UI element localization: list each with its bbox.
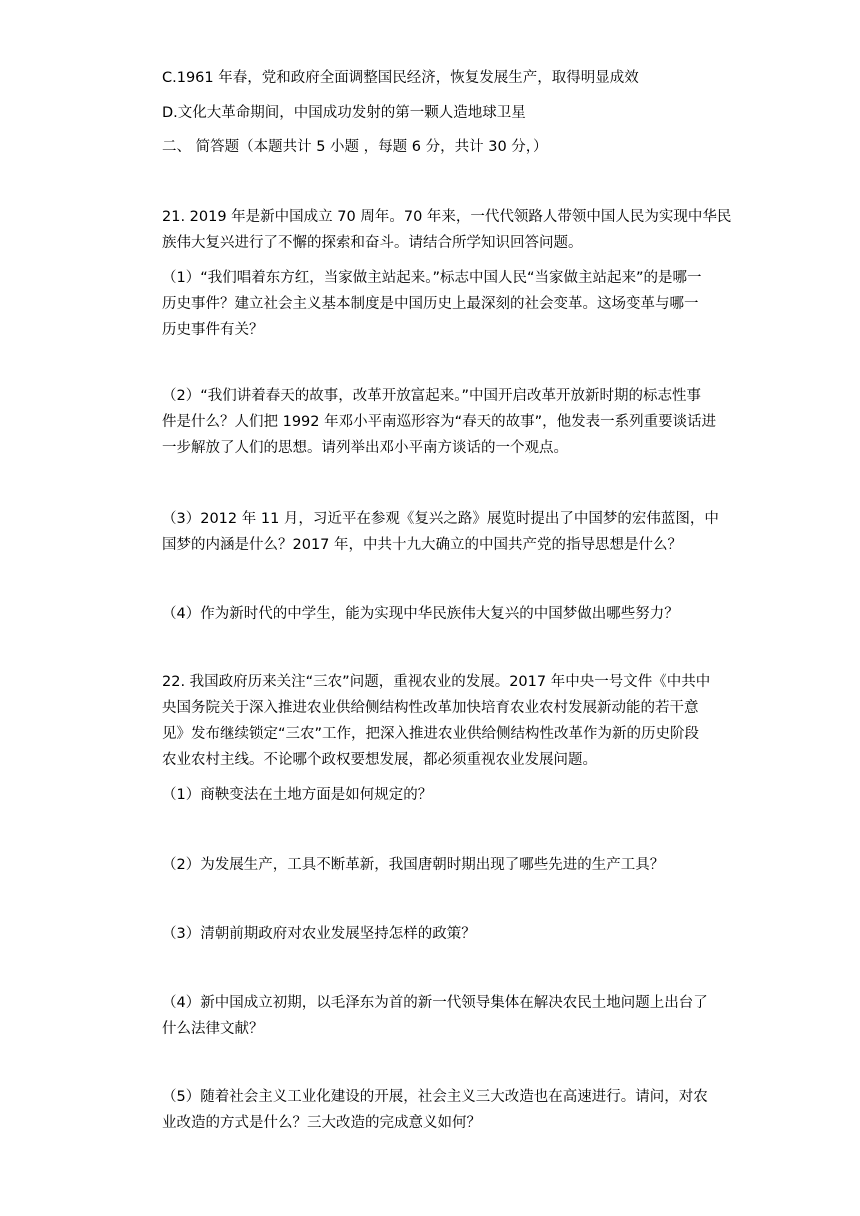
section-title: 二、 简答题（本题共计 5 小题 ，每题 6 分，共计 30 分，）	[162, 139, 548, 155]
option-d: D.文化大革命期间，中国成功发射的第一颗人造地球卫星	[162, 105, 526, 121]
q22-stem-line: 22. 我国政府历来关注“三农”问题，重视农业的发展。2017 年中央一号文件《中共中	[162, 674, 711, 690]
q21-part1-line: （1）“我们唱着东方红，当家做主站起来。”标志中国人民“当家做主站起来”的是哪一	[162, 270, 702, 286]
q22-part5-line: 业改造的方式是什么？三大改造的完成意义如何？	[162, 1115, 481, 1131]
q21-part1-line: 历史事件有关？	[162, 322, 264, 338]
q22-stem-line: 农业农村主线。不论哪个政权要想发展，都必须重视农业发展问题。	[162, 752, 597, 768]
option-c: C.1961 年春，党和政府全面调整国民经济，恢复发展生产，取得明显成效	[162, 70, 639, 86]
q21-part4-line: （4）作为新时代的中学生，能为实现中华民族伟大复兴的中国梦做出哪些努力？	[162, 606, 679, 622]
q21-part3-line: 国梦的内涵是什么？2017 年，中共十九大确立的中国共产党的指导思想是什么？	[162, 537, 683, 553]
q22-stem-line: 见》发布继续锁定“三农”工作，把深入推进农业供给侧结构性改革作为新的历史阶段	[162, 726, 700, 742]
q22-stem-line: 央国务院关于深入推进农业供给侧结构性改革加快培育农业农村发展新动能的若干意	[162, 700, 699, 716]
q22-part5-line: （5）随着社会主义工业化建设的开展，社会主义三大改造也在高速进行。请问，对农	[162, 1089, 708, 1105]
q22-part4-line: （4）新中国成立初期，以毛泽东为首的新一代领导集体在解决农民土地问题上出台了	[162, 995, 708, 1011]
q21-part2-line: （2）“我们讲着春天的故事，改革开放富起来。”中国开启改革开放新时期的标志性事	[162, 388, 701, 404]
q21-stem-line: 族伟大复兴进行了不懈的探索和奋斗。请结合所学知识回答问题。	[162, 235, 583, 251]
q21-stem-line: 21. 2019 年是新中国成立 70 周年。70 年来，一代代领路人带领中国人民为实现中华民	[162, 209, 732, 225]
q22-part2-line: （2）为发展生产，工具不断革新，我国唐朝时期出现了哪些先进的生产工具？	[162, 857, 665, 873]
q21-part2-line: 件是什么？人们把 1992 年邓小平南巡形容为“春天的故事”，他发表一系列重要谈话进	[162, 414, 717, 430]
q21-part2-line: 一步解放了人们的思想。请列举出邓小平南方谈话的一个观点。	[162, 440, 568, 456]
q22-part3-line: （3）清朝前期政府对农业发展坚持怎样的政策？	[162, 926, 476, 942]
q21-part1-line: 历史事件？建立社会主义基本制度是中国历史上最深刻的社会变革。这场变革与哪一	[162, 296, 699, 312]
q21-part3-line: （3）2012 年 11 月，习近平在参观《复兴之路》展览时提出了中国梦的宏伟蓝图，中	[162, 511, 719, 527]
q22-part4-line: 什么法律文献？	[162, 1021, 264, 1037]
q22-part1-line: （1）商鞅变法在土地方面是如何规定的？	[162, 787, 433, 803]
